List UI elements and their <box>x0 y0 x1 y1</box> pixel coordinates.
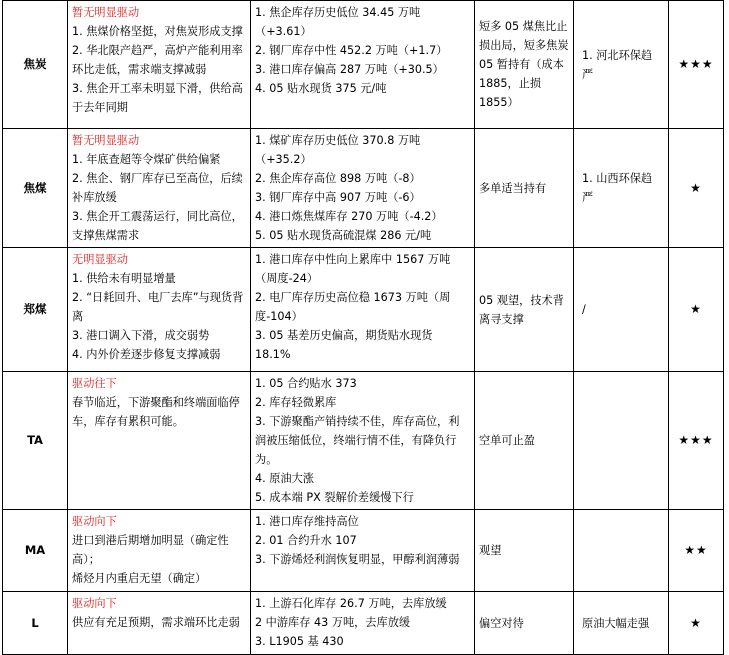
driver-cell <box>68 1 251 129</box>
risk-cell <box>574 248 669 372</box>
data-line: 1. 上游石化库存 26.7 万吨，去库放缓 <box>255 597 447 610</box>
driver-cell <box>68 372 251 510</box>
data-line: 2. 库存轻微累库 <box>255 396 337 409</box>
data-line: 2 中游库存 43 万吨，去库放缓 <box>255 616 411 629</box>
commodity-name-cell <box>3 510 68 592</box>
data-cell <box>251 592 475 655</box>
rating-cell <box>669 592 724 655</box>
risk-cell <box>574 510 669 592</box>
risk-cell <box>574 592 669 655</box>
data-line: 1. 焦企库存历史低位 34.45 万吨（+3.61） <box>255 6 421 38</box>
commodity-name-cell <box>3 1 68 129</box>
strategy-cell <box>475 248 574 372</box>
strategy-text: 偏空对待 <box>479 616 524 630</box>
data-cell <box>251 129 475 248</box>
data-line: 1. 煤矿库存历史低位 370.8 万吨（+35.2） <box>255 134 421 166</box>
driver-line: 3. 焦企开工率未明显下滑，供给高于去年同期 <box>72 82 243 114</box>
table-row <box>3 248 724 372</box>
data-line: 5. 成本端 PX 裂解价差缓慢下行 <box>255 491 414 504</box>
data-line: 3. 钢厂库存中高 907 万吨（-6） <box>255 191 421 204</box>
driver-heading: 暂无明显驱动 <box>72 134 140 147</box>
driver-line: 2. 华北限产趋严，高炉产能利用率环比走低，需求端支撑减弱 <box>72 44 243 76</box>
driver-line: 春节临近，下游聚酯和终端面临停车，库存有累积可能。 <box>72 396 240 428</box>
driver-line: 供应有充足预期，需求端环比走弱 <box>72 616 240 629</box>
star-rating: ★★★ <box>678 57 714 71</box>
data-line: 3. 下游聚酯产销持续不佳，库存高位，利润被压缩低位，终端行情不佳，有降负行为。 <box>255 415 460 466</box>
data-line: 3. 下游烯烃利润恢复明显，甲醇利润薄弱 <box>255 553 460 566</box>
strategy-text: 短多 05 煤焦比止损出局，短多焦炭 05 暂持有（成本 1885，止损 1855） <box>479 20 569 109</box>
data-line: 3. 港口库存偏高 287 万吨（+30.5） <box>255 63 444 76</box>
data-line: 1. 港口库存中性向上累库中 1567 万吨（周度-24） <box>255 253 451 285</box>
driver-line: 进口到港后期增加明显（确定性高）； <box>72 534 229 566</box>
data-line: 2. 电厂库存历史高位稳 1673 万吨（周度-104） <box>255 291 451 323</box>
table-row <box>3 510 724 592</box>
driver-line: 1. 供给未有明显增量 <box>72 272 176 285</box>
driver-heading: 驱动往下 <box>72 377 117 390</box>
rating-cell <box>669 129 724 248</box>
risk-text: / <box>582 303 586 316</box>
data-line: 5. 05 贴水现货高硫混煤 286 元/吨 <box>255 229 432 242</box>
rating-cell <box>669 248 724 372</box>
data-line: 4. 港口炼焦煤库存 270 万吨（-4.2） <box>255 210 443 223</box>
driver-cell <box>68 592 251 655</box>
data-line: 1. 港口库存维持高位 <box>255 515 359 528</box>
strategy-cell <box>475 592 574 655</box>
data-line: 2. 焦企库存高位 898 万吨（-8） <box>255 172 421 185</box>
data-line: 2. 01 合约升水 107 <box>255 534 357 547</box>
driver-line: 2. “日耗回升、电厂去库”与现货背离 <box>72 291 244 323</box>
commodity-name: L <box>31 615 39 630</box>
strategy-cell <box>475 129 574 248</box>
risk-text: 原油大幅走强 <box>582 616 650 630</box>
commodity-name-cell <box>3 248 68 372</box>
data-line: 3. L1905 基 430 <box>255 635 344 648</box>
risk-text: 1. 河北环保趋严 <box>582 48 653 81</box>
data-line: 4. 05 贴水现货 375 元/吨 <box>255 82 387 95</box>
driver-cell <box>68 248 251 372</box>
star-rating: ★★★ <box>678 433 714 447</box>
data-cell <box>251 372 475 510</box>
commodity-table <box>2 0 724 655</box>
star-rating: ★ <box>690 615 702 630</box>
risk-cell <box>574 372 669 510</box>
data-cell <box>251 510 475 592</box>
driver-line: 2. 焦企、钢厂库存已至高位，后续补库放缓 <box>72 172 243 204</box>
star-rating: ★ <box>690 302 702 316</box>
strategy-cell <box>475 1 574 129</box>
risk-text: 1. 山西环保趋严 <box>582 172 653 204</box>
commodity-name-cell <box>3 372 68 510</box>
strategy-text: 观望 <box>479 544 502 557</box>
rating-cell <box>669 372 724 510</box>
rating-cell <box>669 510 724 592</box>
table-row <box>3 372 724 510</box>
table-body <box>3 1 724 655</box>
commodity-name: MA <box>24 543 46 557</box>
strategy-cell <box>475 510 574 592</box>
table-row <box>3 592 724 655</box>
strategy-cell <box>475 372 574 510</box>
strategy-text: 空单可止盈 <box>479 434 535 447</box>
driver-line: 1. 焦煤价格坚挺，对焦炭形成支撑 <box>72 25 243 38</box>
data-line: 1. 05 合约贴水 373 <box>255 377 357 390</box>
commodity-name: 郑煤 <box>23 302 47 316</box>
star-rating: ★★ <box>684 543 708 557</box>
risk-cell <box>574 129 669 248</box>
driver-heading: 暂无明显驱动 <box>72 6 140 19</box>
data-cell <box>251 248 475 372</box>
driver-cell <box>68 510 251 592</box>
driver-line: 3. 港口调入下滑，成交弱势 <box>72 329 210 342</box>
commodity-name: 焦煤 <box>23 180 47 195</box>
data-line: 2. 钢厂库存中性 452.2 万吨（+1.7） <box>255 44 448 57</box>
star-rating: ★ <box>690 180 702 195</box>
strategy-text: 05 观望，技术背离寻支撑 <box>479 293 564 326</box>
rating-cell <box>669 1 724 129</box>
table-row <box>3 1 724 129</box>
commodity-name-cell <box>3 592 68 655</box>
data-cell <box>251 1 475 129</box>
risk-cell <box>574 1 669 129</box>
commodity-name: TA <box>27 433 43 447</box>
driver-heading: 驱动向下 <box>72 597 117 610</box>
driver-heading: 驱动向下 <box>72 515 117 528</box>
driver-line: 1. 年底查超等令煤矿供给偏紧 <box>72 153 221 166</box>
driver-line: 3. 焦企开工震荡运行，同比高位，支撑焦煤需求 <box>72 210 243 242</box>
driver-line: 烯烃月内重启无望（确定） <box>72 572 207 585</box>
driver-cell <box>68 129 251 248</box>
data-line: 3. 05 基差历史偏高，期货贴水现货 18.1% <box>255 329 433 361</box>
driver-heading: 无明显驱动 <box>72 253 128 266</box>
data-line: 4. 原油大涨 <box>255 472 314 485</box>
commodity-name-cell <box>3 129 68 248</box>
strategy-text: 多单适当持有 <box>479 181 547 195</box>
table-row <box>3 129 724 248</box>
commodity-name: 焦炭 <box>23 57 47 71</box>
driver-line: 4. 内外价差逐步修复支撑减弱 <box>72 348 221 361</box>
